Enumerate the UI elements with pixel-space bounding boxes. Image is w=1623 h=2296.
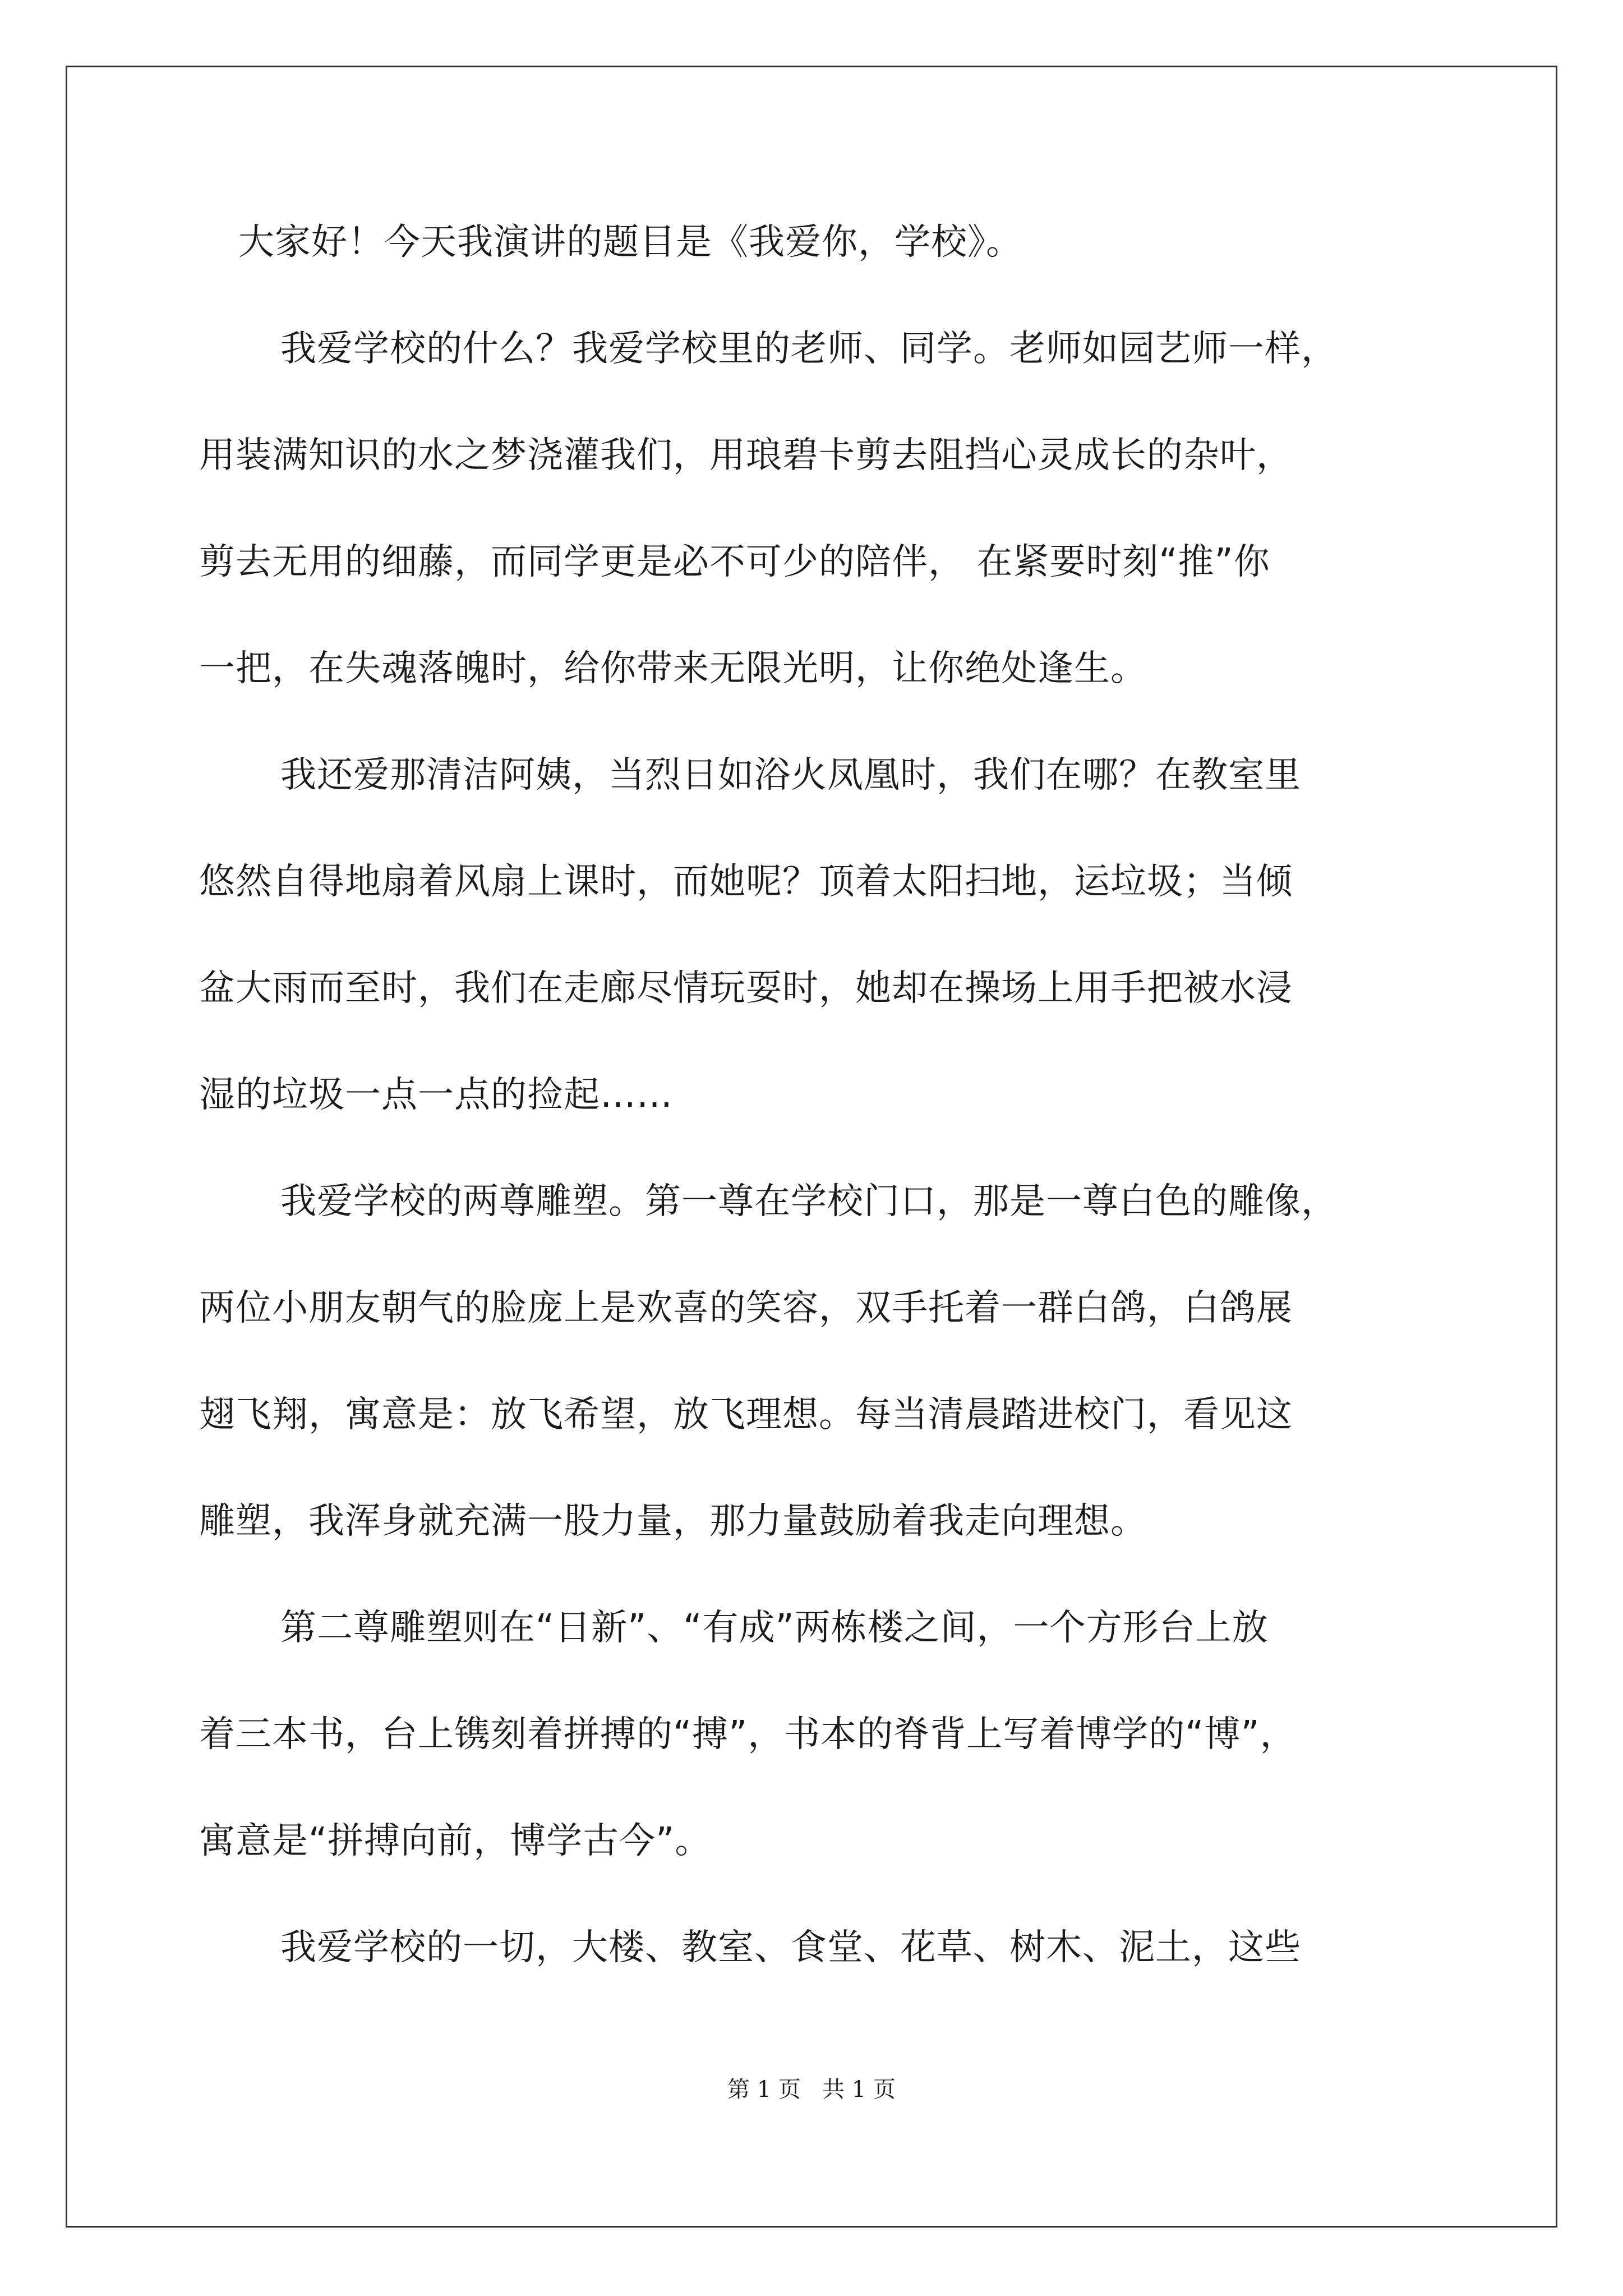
page-border — [66, 66, 1557, 2228]
text-line: 我爱学校的什么？我爱学校里的老师、同学。老师如园艺师一样， — [280, 328, 1338, 370]
text-line: 雕塑，我浑身就充满一股力量，那力量鼓励着我走向理想。 — [199, 1501, 1147, 1542]
text-line: 悠然自得地扇着风扇上课时，而她呢？顶着太阳扫地，运垃圾；当倾 — [199, 861, 1293, 903]
text-line: 我爱学校的两尊雕塑。第一尊在学校门口，那是一尊白色的雕像， — [280, 1181, 1338, 1222]
text-line: 两位小朋友朝气的脸庞上是欢喜的笑容，双手托着一群白鸽，白鸽展 — [199, 1287, 1293, 1329]
text-line: 翅飞翔，寓意是：放飞希望，放飞理想。每当清晨踏进校门，看见这 — [199, 1394, 1293, 1435]
text-line: 我爱学校的一切，大楼、教室、食堂、花草、树木、泥土，这些 — [280, 1927, 1301, 1968]
text-line: 第二尊雕塑则在“日新”、“有成”两栋楼之间，一个方形台上放 — [280, 1607, 1269, 1649]
text-line: 我还爱那清洁阿姨，当烈日如浴火凤凰时，我们在哪？在教室里 — [280, 754, 1301, 796]
text-line: 寓意是“拼搏向前，博学古今”。 — [199, 1820, 712, 1862]
text-line: 盆大雨而至时，我们在走廊尽情玩耍时，她却在操场上用手把被水浸 — [199, 968, 1293, 1009]
page-footer: 第 1 页 共 1 页 — [727, 2077, 896, 2102]
text-line: 用装满知识的水之梦浇灌我们，用琅碧卡剪去阻挡心灵成长的杂叶， — [199, 435, 1293, 476]
text-line: 剪去无用的细藤，而同学更是必不可少的陪伴， 在紧要时刻“推”你 — [199, 541, 1270, 583]
text-line: 一把，在失魂落魄时，给你带来无限光明，让你绝处逢生。 — [199, 648, 1147, 689]
text-line: 着三本书，台上镌刻着拼搏的“搏”，书本的脊背上写着博学的“博”， — [199, 1714, 1297, 1755]
text-line: 大家好！今天我演讲的题目是《我爱你，学校》。 — [238, 222, 1022, 263]
text-line: 湿的垃圾一点一点的捡起…… — [199, 1074, 673, 1116]
